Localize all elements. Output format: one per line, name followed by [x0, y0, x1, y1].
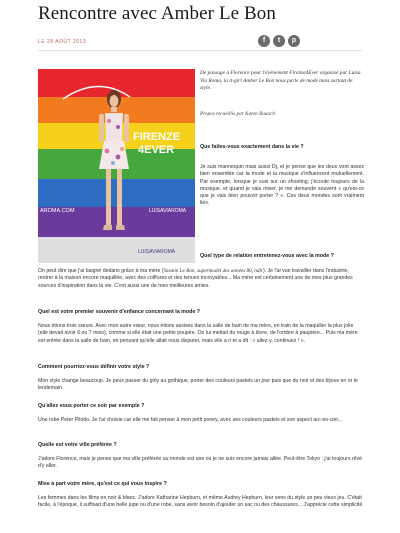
article-credit: Propos recueillis par Karen Rouach [200, 111, 275, 117]
answer-4: Mon style change beaucoup. Je peux passer du girly au gothique, porter des couleurs pastels un jour puis que du noir et des bijoux en or le lendemain. [38, 378, 358, 392]
answer-6: J'adore Florence, mais je pense que ma ville préférée au monde est une où je ne suis encore jamais allée. Peut-être Tokyo : j'ai toujours rêvé d'y aller. [38, 456, 362, 470]
question-2: Quel type de relation entretenez-vous avec la mode ? [200, 253, 334, 259]
answer-5: Une robe Peter Pilotto. Je l'ai choisie car elle me fait penser à mon petit poney, avec ses couleurs pastels et son aspect arc-en-ciel... [38, 417, 342, 423]
backdrop-text-1: FIRENZE [133, 131, 181, 143]
title-divider [38, 50, 362, 51]
sponsor-right: LUISAVIAROMA [149, 208, 187, 214]
answer-2: On peut dire que j'ai baigné dedans grâce à ma mère (Yasmin Le Bon, supermodel des années 80, ndlr). Je l'ai vue travailler dans l'industrie, rentrer à la maison encore maquillée, avec des coiffures et des tenues incroyables... Ma mère est certainement une de mes plus grandes sources d'inspiration dans la vie. C'est aussi une de mes meilleures amies. [38, 268, 353, 289]
answer-7: Les femmes dans les films en noir & blanc. J'adore Katharine Hepburn, et même Audrey Hepburn, leur sens du style un peu vieux jeu. C'était facile, à l'époque, il suffisait d'une belle jupe ou d'une robe, sans avoir besoin d'ajouter un sac ou des chaussures... J'apprécie cette simplicité. [38, 495, 364, 509]
question-3: Quel est votre premier souvenir d'enfance concernant la mode ? [38, 309, 200, 315]
question-4: Comment pourriez-vous définir votre style ? [38, 364, 150, 370]
facebook-share-icon[interactable]: f [258, 35, 270, 47]
question-7: Mise à part votre mère, qu'est ce qui vous inspire ? [38, 481, 167, 487]
pinterest-share-icon[interactable]: p [288, 35, 300, 47]
question-6: Quelle est votre ville préférée ? [38, 442, 117, 448]
article-intro: De passage à Florence pour l'événement Firenze4Ever organisé par Luisa Via Roma, la it-girl Amber Le Bon nous parle de mode mais surtout de style. [200, 70, 361, 92]
twitter-share-icon[interactable]: t [273, 35, 285, 47]
question-5: Qu'allez vous porter ce soir par exemple ? [38, 403, 145, 409]
answer-1: Je suis mannequin mais aussi Dj, et je pense que les deux vont assez bien ensemble car la mode et la musique s'influencent mutuellement. Par exemple, lorsque je suis sur un shooting, j'écoute toujours de la musique, et quand je vais mixer, je me demande souvent « qu'est-ce que je vais bien pouvoir porter ? ». Ces deux mondes sont vraiment liés. [200, 164, 364, 207]
article-title: Rencontre avec Amber Le Bon [38, 3, 277, 24]
answer-3: Nous étions trois sœurs. Avec mon autre sœur, nous étions assises dans la salle de bain de ma mère, en train de la maquiller la plus jolie (elle devait avoir 6 ou 7 mois), comme si elle était une petite poupée. On lui mettait du rouge à lèvre, de l'ombre à paupière... Puis ma mère est entrée dans la salle de bain, en pensant qu'elle allait nous disputer, mais elle a ri et a dit : « allez-y, continuez ! ». [38, 323, 358, 344]
article-date: LE 28 AOÛT 2013 [38, 39, 87, 45]
sponsor-bottom: LUISAVIAROMA [138, 249, 176, 255]
sponsor-left: AROMA.COM [40, 208, 75, 214]
question-1: Que faites-vous exactement dans la vie ? [200, 144, 304, 150]
backdrop-text-2: 4EVER [138, 144, 175, 156]
article-photo [38, 69, 195, 263]
